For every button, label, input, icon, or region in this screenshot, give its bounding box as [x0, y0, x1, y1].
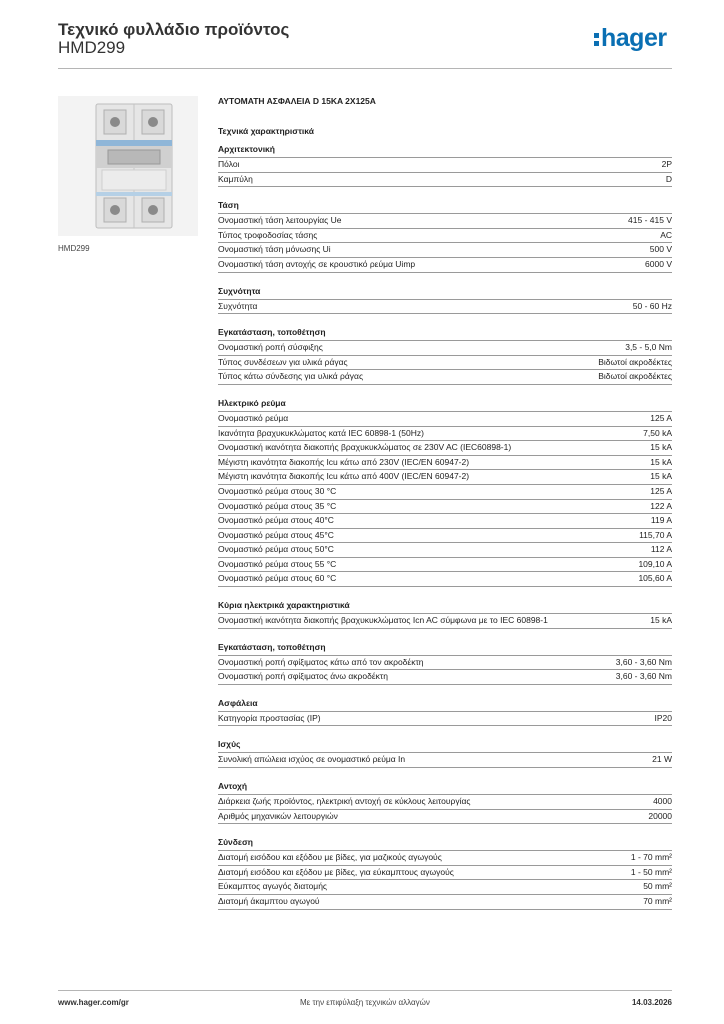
spec-row — [218, 753, 672, 768]
section-title: Κύρια ηλεκτρικά χαρακτηριστικά — [218, 600, 672, 614]
spec-label: Ονομαστική ικανότητα διακοπής βραχυκυκλώματος Icn AC σύμφωνα με το IEC 60898-1 — [218, 615, 548, 626]
section-title: Τάση — [218, 200, 672, 214]
spec-value: 3,60 - 3,60 Nm — [615, 656, 672, 667]
spec-row — [218, 300, 672, 315]
spec-row — [218, 529, 672, 544]
section-title: Σύνδεση — [218, 837, 672, 851]
spec-row — [218, 341, 672, 356]
spec-row — [218, 412, 672, 427]
spec-value: AC — [660, 229, 672, 240]
section-title: Ισχύς — [218, 739, 672, 753]
spec-row — [218, 514, 672, 529]
spec-value: D — [665, 173, 672, 184]
spec-value: 1 - 70 mm² — [630, 852, 672, 863]
spec-label: Διατομή εισόδου και εξόδου με βίδες, για εύκαμπτους αγωγούς — [218, 866, 454, 877]
spec-content — [218, 96, 672, 910]
section-title: Ηλεκτρικό ρεύμα — [218, 398, 672, 412]
spec-label: Ονομαστικό ρεύμα στους 30 °C — [218, 485, 337, 496]
spec-label: Ονομαστική ικανότητα διακοπής βραχυκυκλώματος σε 230V AC (IEC60898-1) — [218, 442, 512, 453]
spec-row — [218, 895, 672, 910]
spec-row — [218, 470, 672, 485]
spec-value: 500 V — [649, 244, 672, 255]
spec-row — [218, 572, 672, 587]
spec-label: Ονομαστικό ρεύμα στους 55 °C — [218, 558, 337, 569]
spec-label: Ονομαστικό ρεύμα στους 40°C — [218, 515, 334, 526]
spec-label: Κατηγορία προστασίας (IP) — [218, 712, 321, 723]
image-caption: HMD299 — [58, 244, 90, 253]
spec-row — [218, 558, 672, 573]
spec-label: Καμπύλη — [218, 173, 253, 184]
spec-label: Ονομαστική ροπή σφίξιματος άνω ακροδέκτη — [218, 671, 388, 682]
spec-label: Τύπος συνδέσεων για υλικά ράγας — [218, 356, 348, 367]
spec-value: 3,60 - 3,60 Nm — [615, 671, 672, 682]
spec-label: Ονομαστικό ρεύμα στους 60 °C — [218, 573, 337, 584]
spec-label: Τύπος τροφοδοσίας τάσης — [218, 229, 318, 240]
spec-value: Βιδωτοί ακροδέκτες — [598, 371, 672, 382]
spec-sections — [218, 144, 672, 910]
spec-row — [218, 543, 672, 558]
spec-row — [218, 441, 672, 456]
spec-value: 105,60 A — [638, 573, 672, 584]
spec-row — [218, 356, 672, 371]
spec-value: 70 mm² — [643, 896, 672, 906]
spec-value: 50 - 60 Hz — [632, 300, 672, 311]
product-image — [58, 96, 198, 236]
hager-logo[interactable] — [594, 26, 667, 51]
spec-label: Μέγιστη ικανότητα διακοπής Icu κάτω από 230V (IEC/EN 60947-2) — [218, 456, 470, 467]
spec-row — [218, 880, 672, 895]
spec-value: 7,50 kA — [643, 427, 672, 438]
spec-row — [218, 670, 672, 685]
spec-label: Ονομαστικό ρεύμα — [218, 412, 289, 423]
spec-value: 115,70 A — [639, 529, 672, 540]
spec-row — [218, 656, 672, 671]
spec-row — [218, 243, 672, 258]
spec-value: IP20 — [654, 712, 672, 723]
section-title: Αρχιτεκτονική — [218, 144, 672, 158]
circuit-breaker-image — [58, 96, 198, 236]
spec-row — [218, 795, 672, 810]
spec-value: 122 A — [650, 500, 672, 511]
section-title: Εγκατάσταση, τοποθέτηση — [218, 642, 672, 656]
spec-value: 6000 V — [645, 258, 672, 269]
spec-value: Βιδωτοί ακροδέκτες — [598, 356, 672, 367]
spec-row — [218, 427, 672, 442]
spec-value: 109,10 A — [638, 558, 672, 569]
section-title: Ασφάλεια — [218, 698, 672, 712]
spec-label: Ονομαστικό ρεύμα στους 35 °C — [218, 500, 337, 511]
spec-label: Ικανότητα βραχυκυκλώματος κατά IEC 60898-1 (50Hz) — [218, 427, 424, 438]
spec-label: Ονομαστική ροπή σύσφιξης — [218, 342, 323, 353]
footer-date: 14.03.2026 — [631, 998, 672, 1007]
spec-value: 1 - 50 mm² — [630, 866, 672, 877]
spec-value: 4000 — [653, 796, 672, 807]
logo-wordmark: hager — [601, 24, 667, 52]
spec-value: 112 A — [650, 544, 672, 555]
spec-row — [218, 614, 672, 629]
spec-row — [218, 500, 672, 515]
product-title: ΑΥΤΟΜΑΤΗ ΑΣΦΑΛΕΙΑ D 15KA 2X125A — [218, 96, 376, 106]
spec-label: Ονομαστική τάση μόνωσης Ui — [218, 244, 331, 255]
header-divider — [58, 68, 672, 69]
spec-value: 15 kA — [650, 615, 672, 626]
spec-value: 15 kA — [650, 456, 672, 467]
spec-label: Διάρκεια ζωής προϊόντος, ηλεκτρική αντοχή σε κύκλους λειτουργίας — [218, 796, 471, 807]
spec-row — [218, 214, 672, 229]
spec-label: Ονομαστική τάση λειτουργίας Ue — [218, 215, 342, 226]
technical-heading: Τεχνικά χαρακτηριστικά — [218, 126, 314, 136]
spec-value: 20000 — [648, 810, 672, 821]
spec-value: 415 - 415 V — [628, 215, 672, 226]
footer-disclaimer: Με την επιφύλαξη τεχνικών αλλαγών — [300, 998, 430, 1007]
section-title: Συχνότητα — [218, 286, 672, 300]
spec-label: Συνολική απώλεια ισχύος σε ονομαστικό ρεύμα In — [218, 754, 406, 765]
spec-row — [218, 485, 672, 500]
spec-value: 125 A — [650, 412, 672, 423]
spec-value: 15 kA — [650, 442, 672, 453]
spec-label: Ονομαστικό ρεύμα στους 50°C — [218, 544, 334, 555]
spec-label: Διατομή εισόδου και εξόδου με βίδες, για μαζικούς αγωγούς — [218, 852, 442, 863]
spec-label: Συχνότητα — [218, 300, 258, 311]
spec-value: 2P — [661, 159, 672, 169]
footer-divider — [58, 990, 672, 991]
spec-row — [218, 258, 672, 273]
spec-label: Αριθμός μηχανικών λειτουργιών — [218, 810, 338, 821]
page-title: Τεχνικό φυλλάδιο προϊόντος — [58, 20, 290, 39]
spec-label: Μέγιστη ικανότητα διακοπής Icu κάτω από 400V (IEC/EN 60947-2) — [218, 471, 470, 482]
spec-value: 21 W — [652, 754, 672, 765]
spec-row — [218, 229, 672, 244]
spec-label: Ονομαστικό ρεύμα στους 45°C — [218, 529, 334, 540]
spec-row — [218, 158, 672, 173]
spec-label: Ονομαστική ροπή σφίξιματος κάτω από τον ακροδέκτη — [218, 656, 424, 667]
spec-row — [218, 851, 672, 866]
spec-row — [218, 712, 672, 727]
spec-row — [218, 173, 672, 188]
section-title: Εγκατάσταση, τοποθέτηση — [218, 327, 672, 341]
spec-value: 50 mm² — [643, 881, 672, 892]
spec-value: 119 A — [650, 515, 672, 526]
spec-row — [218, 370, 672, 385]
footer-website-link[interactable]: www.hager.com/gr — [58, 998, 129, 1007]
spec-label: Διατομή άκαμπτου αγωγού — [218, 896, 320, 906]
spec-row — [218, 866, 672, 881]
spec-value: 15 kA — [650, 471, 672, 482]
spec-value: 3,5 - 5,0 Nm — [625, 342, 672, 353]
spec-row — [218, 456, 672, 471]
logo-dots-icon — [594, 33, 599, 46]
spec-value: 125 A — [650, 485, 672, 496]
spec-label: Τύπος κάτω σύνδεσης για υλικά ράγας — [218, 371, 364, 382]
spec-row — [218, 810, 672, 825]
section-title: Αντοχή — [218, 781, 672, 795]
spec-label: Εύκαμπτος αγωγός διατομής — [218, 881, 328, 892]
spec-label: Ονομαστική τάση αντοχής σε κρουστικό ρεύμα Uimp — [218, 258, 416, 269]
spec-label: Πόλοι — [218, 159, 240, 169]
product-code: HMD299 — [58, 38, 126, 57]
